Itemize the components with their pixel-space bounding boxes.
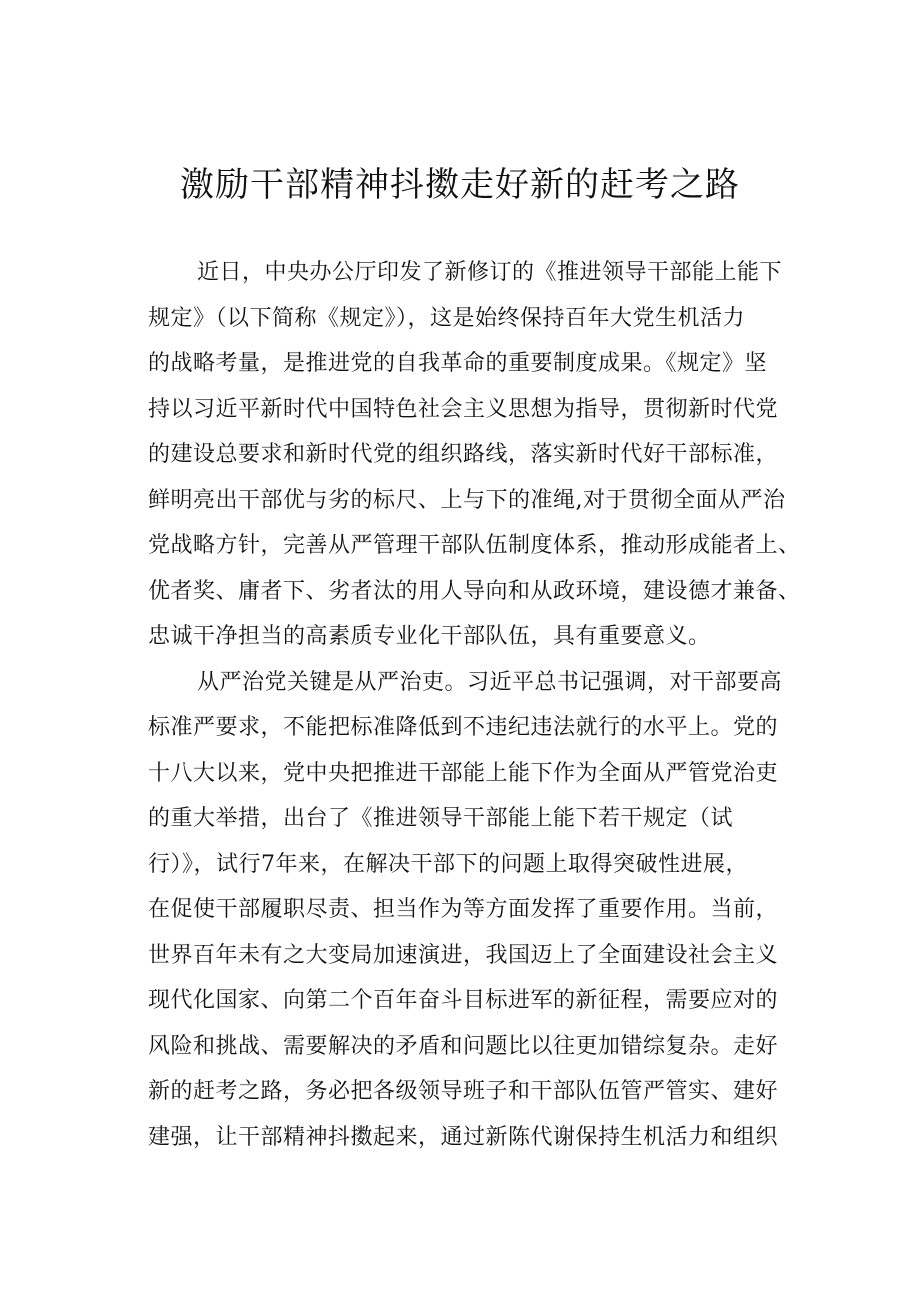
- paragraph-2: [148, 660, 820, 1161]
- paragraph-line: 忠诚干净担当的高素质专业化干部队伍，具有重要意义。: [148, 624, 711, 649]
- document-title: 激励干部精神抖擞走好新的赶考之路: [180, 165, 740, 205]
- paragraph-line: 党战略方针，完善从严管理干部队伍制度体系，推动形成能者上、: [148, 533, 801, 558]
- paragraph-line: 近日，中央办公厅印发了新修订的《推进领导干部能上能下: [197, 260, 783, 285]
- paragraph-line: 的战略考量，是推进党的自我革命的重要制度成果。《规定》坚: [148, 351, 768, 376]
- paragraph-line: 的建设总要求和新时代党的组织路线，落实新时代好干部标准，: [148, 442, 779, 467]
- paragraph-line: 的重大举措，出台了《推进领导干部能上能下若干规定（试: [148, 806, 734, 831]
- paragraph-line: 建强，让干部精神抖擞起来，通过新陈代谢保持生机活力和组织: [148, 1124, 779, 1150]
- paragraph-line: 从严治党关键是从严治吏。习近平总书记强调，对干部要高: [197, 669, 783, 695]
- paragraph-line: 优者奖、庸者下、劣者汰的用人导向和从政环境，建设德才兼备、: [148, 578, 801, 604]
- paragraph-line: 标准严要求，不能把标准降低到不违纪违法就行的水平上。党的: [148, 715, 779, 740]
- document-body: [148, 250, 820, 1160]
- paragraph-1: [148, 250, 820, 660]
- paragraph-line: 在促使干部履职尽责、担当作为等方面发挥了重要作用。当前，: [148, 897, 779, 922]
- paragraph-line: 持以习近平新时代中国特色社会主义思想为指导，贯彻新时代党: [148, 396, 779, 422]
- paragraph-line: 行）》，试行7年来，在解决干部下的问题上取得突破性进展，: [148, 851, 748, 877]
- paragraph-line: 规定》（以下简称《规定》），这是始终保持百年大党生机活力: [148, 305, 746, 331]
- paragraph-line: 十八大以来，党中央把推进干部能上能下作为全面从严管党治吏: [148, 760, 779, 786]
- paragraph-line: 现代化国家、向第二个百年奋斗目标进军的新征程，需要应对的: [148, 988, 779, 1013]
- paragraph-line: 新的赶考之路，务必把各级领导班子和干部队伍管严管实、建好: [148, 1079, 779, 1104]
- paragraph-line: 世界百年未有之大变局加速演进，我国迈上了全面建设社会主义: [148, 942, 779, 968]
- paragraph-line: 鲜明亮出干部优与劣的标尺、上与下的准绳,对于贯彻全面从严治: [148, 487, 786, 513]
- paragraph-line: 风险和挑战、需要解决的矛盾和问题比以往更加错综复杂。走好: [148, 1033, 779, 1059]
